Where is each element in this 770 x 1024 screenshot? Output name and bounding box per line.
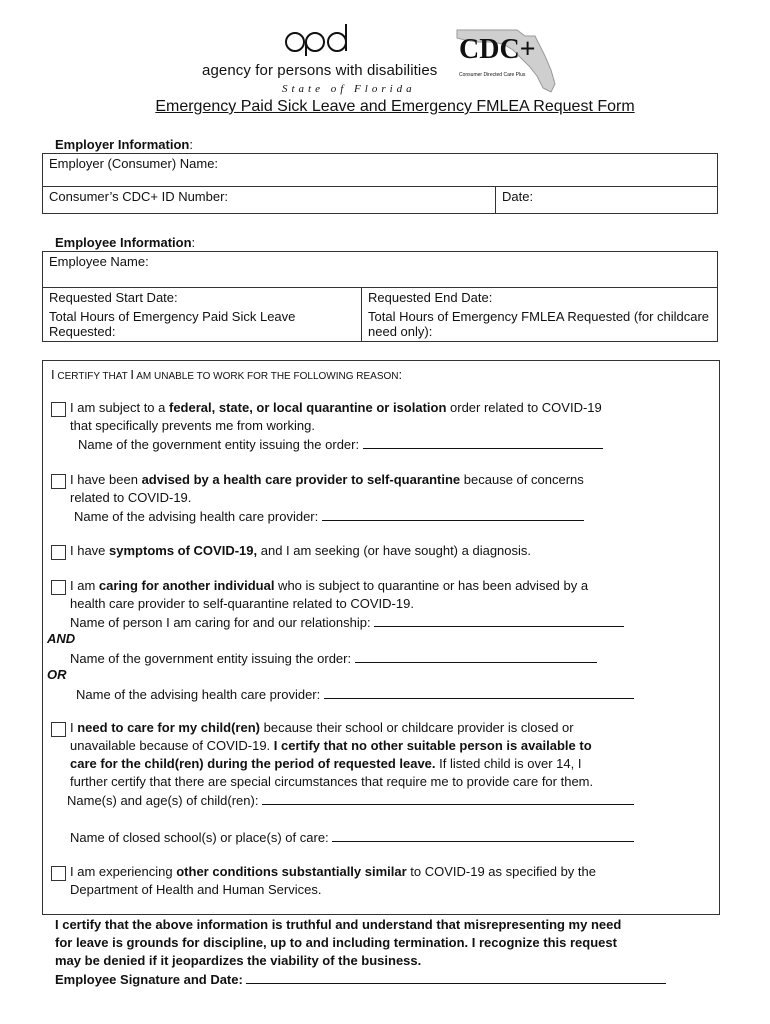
reason-symptoms-checkbox[interactable] [51,545,66,560]
reason-childcare: I need to care for my child(ren) because their school or childcare provider is closed or unavailable because of COVID-19. I certify that no other suitable person is available to care for the child(ren) during the period of requested leave. If listed child is over 14, I further certify that there are special circumstances that require me to provide care for them. Name(s) and age(s) of child(ren): Name of closed school(s) or place(s) of care: [51,719,711,847]
caring-government-entity-line[interactable] [355,649,597,663]
or-label: OR [47,667,67,682]
start-date-field[interactable]: Requested Start Date: [43,288,362,308]
reason-self-quarantine-checkbox[interactable] [51,474,66,489]
reason-quarantine: I am subject to a federal, state, or local quarantine or isolation order related to COVID-19 that specifically prevents me from working. Name of the government entity issuing the order: [51,399,711,454]
government-entity-line[interactable] [363,435,603,449]
health-care-provider-line[interactable] [322,507,584,521]
signature-line[interactable] [246,970,666,984]
employer-date-field[interactable]: Date: [496,187,718,214]
reason-other-conditions: I am experiencing other conditions substantially similar to COVID-19 as specified by the Department of Health and Human Services. [51,863,711,899]
signature-label: Employee Signature and Date: [55,972,247,987]
closed-school-line[interactable] [332,828,634,842]
agency-state: State of Florida [282,83,416,95]
certification-statement: I certify that the above information is truthful and understand that misrepresenting my need for leave is grounds for discipline, up to and including termination. I recognize this request may be denied if it jeopardizes the viability of the business. Employee Signature and Date: [55,916,735,989]
cdc-plus-logo [455,26,565,96]
reason-caring-entity-row: Name of the government entity issuing the order: [51,649,711,668]
end-date-field[interactable]: Requested End Date: [362,288,718,308]
cdc-id-field[interactable]: Consumer’s CDC+ ID Number: [43,187,496,214]
employer-section-label: Employer Information: [55,137,193,152]
reason-symptoms: I have symptoms of COVID-19, and I am seeking (or have sought) a diagnosis. [51,542,711,560]
sick-leave-hours-field[interactable]: Total Hours of Emergency Paid Sick Leave Requested: [43,307,362,342]
employee-section-label: Employee Information: [55,235,196,250]
employer-name-field[interactable]: Employer (Consumer) Name: [43,154,718,187]
reason-caring-individual: I am caring for another individual who is subject to quarantine or has been advised by a health care provider to self-quarantine related to COVID-19. Name of person I am caring for and our relationship: [51,577,711,632]
reason-self-quarantine: I have been advised by a health care provider to self-quarantine because of concerns related to COVID-19. Name of the advising health care provider: [51,471,711,526]
reason-caring-individual-checkbox[interactable] [51,580,66,595]
employer-info-table [42,153,718,214]
employee-name-field[interactable]: Employee Name: [43,252,718,288]
person-relationship-line[interactable] [374,613,624,627]
apd-logo-text: apd [285,22,287,23]
caring-health-care-provider-line[interactable] [324,685,634,699]
reason-caring-provider-row: Name of the advising health care provider: [51,685,711,704]
employee-info-table [42,251,718,342]
reason-quarantine-checkbox[interactable] [51,402,66,417]
apd-logo-mark [285,22,355,56]
children-names-ages-line[interactable] [262,791,634,805]
and-label: AND [47,631,76,646]
apd-logo [200,22,450,100]
certification-heading: I CERTIFY THAT I AM UNABLE TO WORK FOR THE FOLLOWING REASON: [51,367,403,382]
cdc-plus-tagline: Consumer Directed Care Plus [459,72,526,78]
fmlea-hours-field[interactable]: Total Hours of Emergency FMLEA Requested (for childcare need only): [362,307,718,342]
certification-box [42,360,720,915]
page-header [0,14,770,98]
form-title: Emergency Paid Sick Leave and Emergency FMLEA Request Form [155,98,635,115]
agency-name: agency for persons with disabilities [202,62,438,79]
cdc-plus-text: CDC+ [459,34,536,65]
reason-other-conditions-checkbox[interactable] [51,866,66,881]
reason-childcare-checkbox[interactable] [51,722,66,737]
